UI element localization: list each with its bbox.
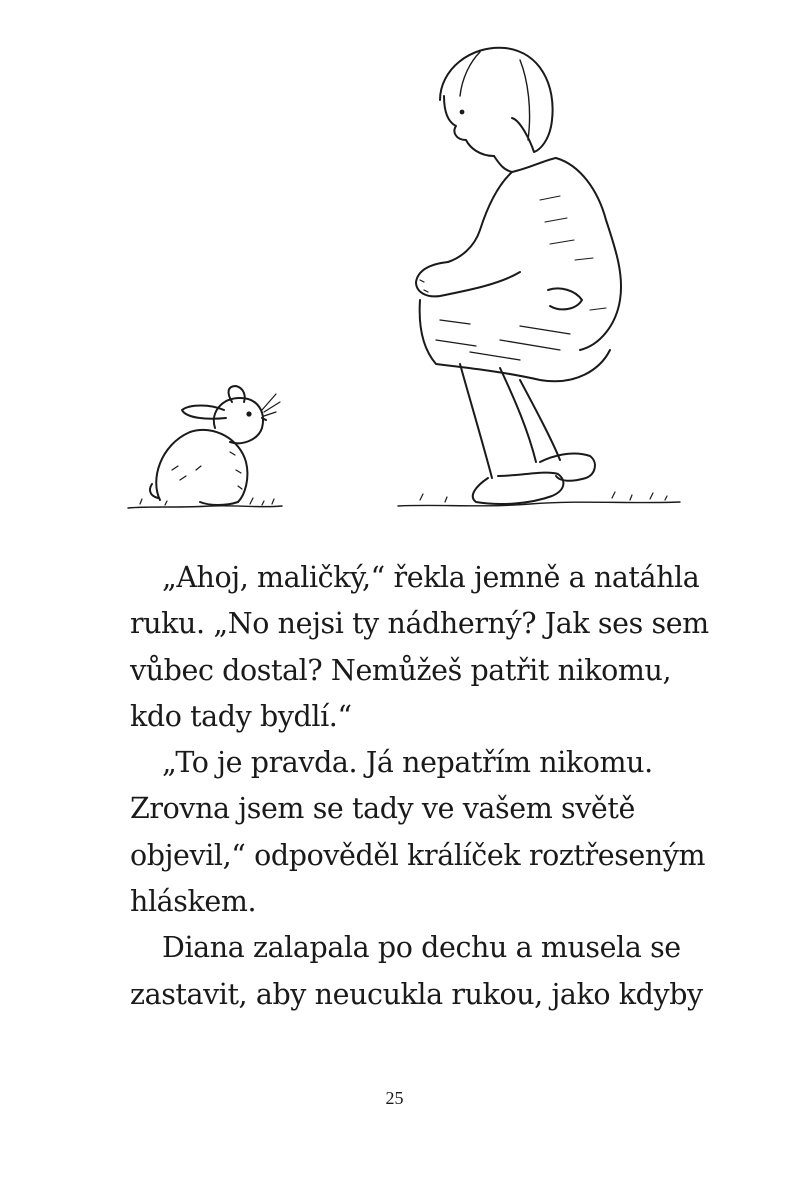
body-text <box>130 555 709 1018</box>
text-line: Zrovna jsem se tady ve vašem světě <box>130 792 635 826</box>
illustration <box>0 0 789 530</box>
text-line: „Ahoj, maličký,“ řekla jemně a natáhla <box>162 561 700 594</box>
text-line: Diana zalapala po dechu a musela se <box>162 931 681 965</box>
text-line: „To je pravda. Já nepatřím nikomu. <box>162 746 653 780</box>
girl-crouching-icon <box>398 48 680 506</box>
text-line: hláskem. <box>130 885 257 919</box>
text-line: kdo tady bydlí.“ <box>130 699 352 733</box>
rabbit-icon <box>128 386 282 508</box>
text-line: objevil,“ odpověděl králíček roztřeseným <box>130 838 706 872</box>
page-number: 25 <box>385 1088 404 1108</box>
text-line: zastavit, aby neucukla rukou, jako kdyby <box>130 977 703 1011</box>
text-line: ruku. „No nejsi ty nádherný? Jak ses sem <box>130 607 709 641</box>
text-line: vůbec dostal? Nemůžeš patřit nikomu, <box>130 653 672 687</box>
